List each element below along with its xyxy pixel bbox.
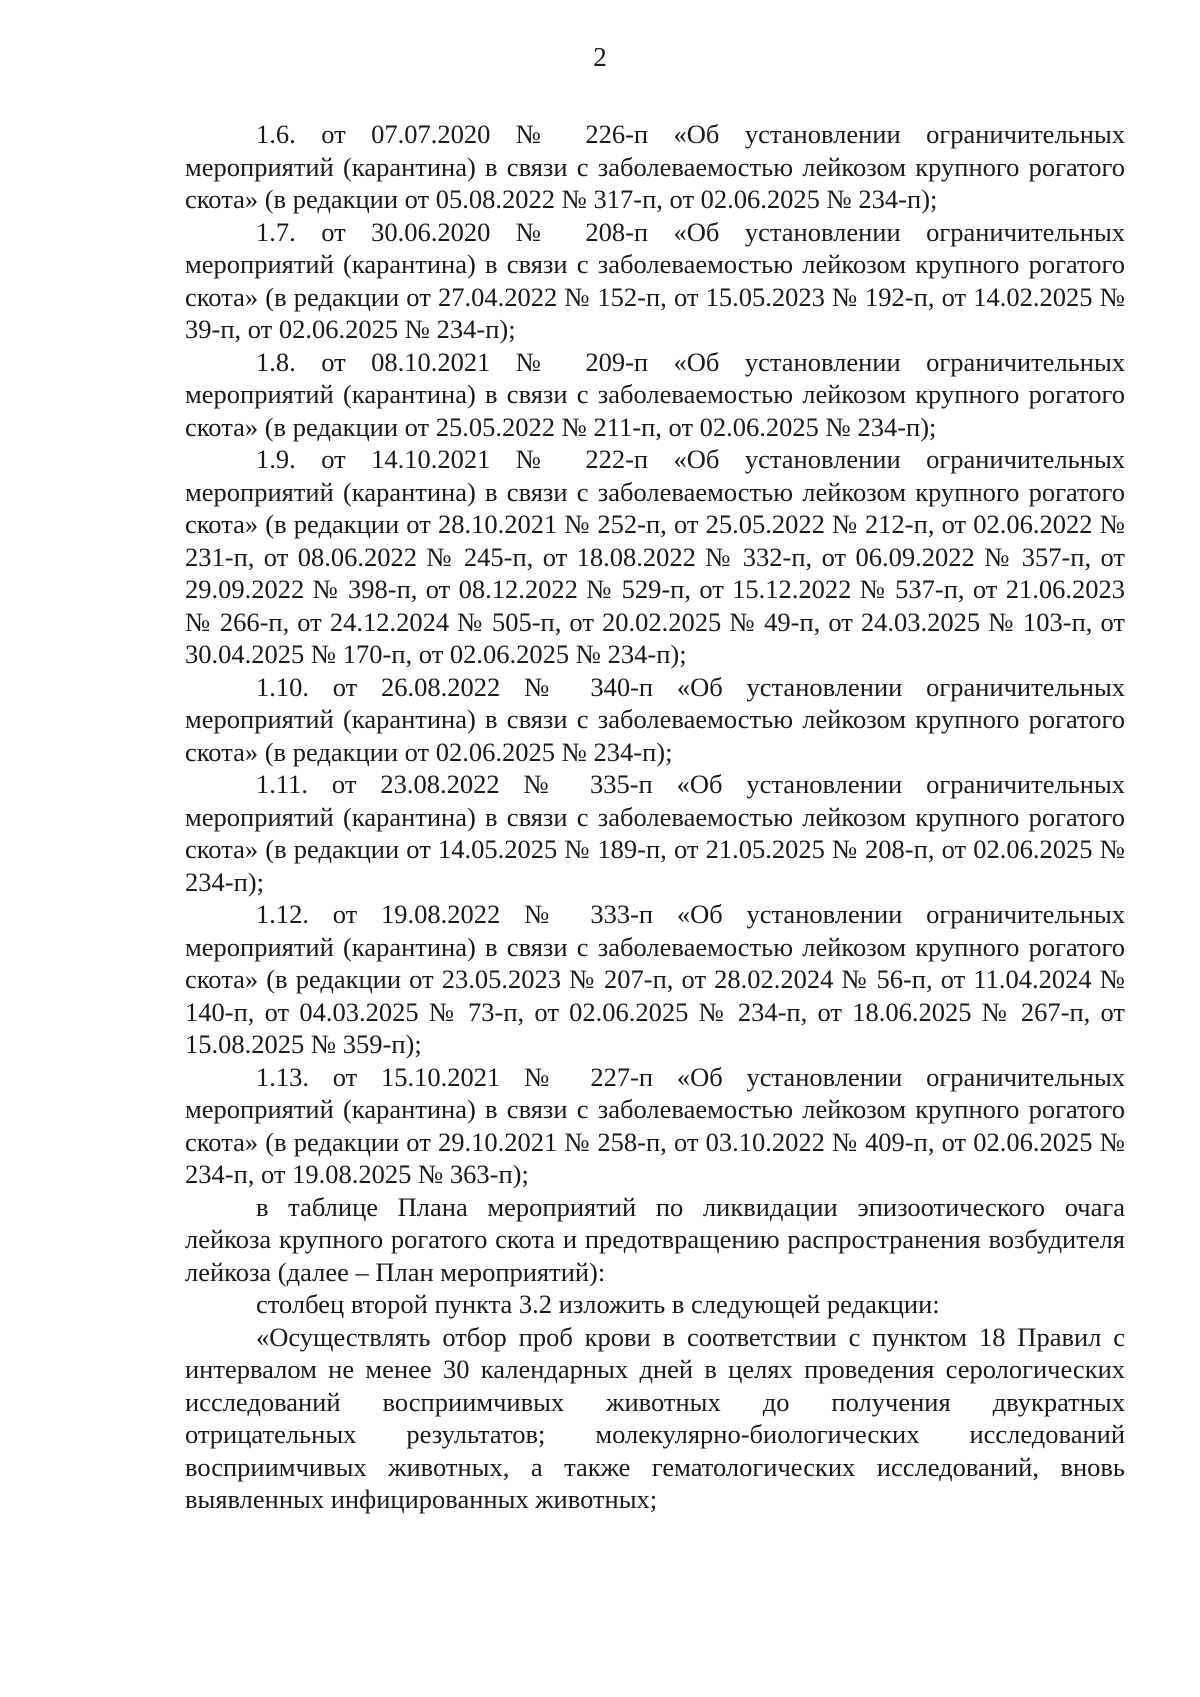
document-body — [185, 118, 1125, 1516]
paragraph-column-instruction: столбец второй пункта 3.2 изложить в следующей редакции: — [256, 1289, 940, 1319]
paragraph-plan-table: в таблице Плана мероприятий по ликвидации эпизоотического очага лейкоза крупного рогатого скота и предотвращению распространения возбудителя лейкоза (далее – План мероприятий): — [185, 1191, 1125, 1287]
paragraph-1-12: 1.12. от 19.08.2022 № 333-п «Об установлении ограничительных мероприятий (карантина) в связи с заболеваемостью лейкозом крупного рогатого скота» (в редакции от 23.05.2023 № 207-п, от 28.02.2024 № 56-п, от 11.04.2024 № 140-п, от 04.03.2025 № 73-п, от 02.06.2025 № 234-п, от 18.06.2025 № 267-п, от 15.08.2025 № 359-п); — [185, 899, 1125, 1059]
paragraph-1-13: 1.13. от 15.10.2021 № 227-п «Об установлении ограничительных мероприятий (карантина) в связи с заболеваемостью лейкозом крупного рогатого скота» (в редакции от 29.10.2021 № 258-п, от 03.10.2022 № 409-п, от 02.06.2025 № 234-п, от 19.08.2025 № 363-п); — [185, 1061, 1125, 1189]
paragraph-1-6: 1.6. от 07.07.2020 № 226-п «Об установлении ограничительных мероприятий (карантина) в связи с заболеваемостью лейкозом крупного рогатого скота» (в редакции от 05.08.2022 № 317-п, от 02.06.2025 № 234-п); — [185, 119, 1125, 214]
paragraph-1-8: 1.8. от 08.10.2021 № 209-п «Об установлении ограничительных мероприятий (карантина) в связи с заболеваемостью лейкозом крупного рогатого скота» (в редакции от 25.05.2022 № 211-п, от 02.06.2025 № 234-п); — [185, 346, 1125, 442]
paragraph-1-9: 1.9. от 14.10.2021 № 222-п «Об установлении ограничительных мероприятий (карантина) в связи с заболеваемостью лейкозом крупного рогатого скота» (в редакции от 28.10.2021 № 252-п, от 25.05.2022 № 212-п, от 02.06.2022 № 231-п, от 08.06.2022 № 245-п, от 18.08.2022 № 332-п, от 06.09.2022 № 357-п, от 29.09.2022 № 398-п, от 08.12.2022 № 529-п, от 15.12.2022 № 537-п, от 21.06.2023 № 266-п, от 24.12.2024 № 505-п, от 20.02.2025 № 49-п, от 24.03.2025 № 103-п, от 30.04.2025 № 170-п, от 02.06.2025 № 234-п); — [185, 444, 1125, 669]
paragraph-1-11: 1.11. от 23.08.2022 № 335-п «Об установлении ограничительных мероприятий (карантина) в связи с заболеваемостью лейкозом крупного рогатого скота» (в редакции от 14.05.2025 № 189-п, от 21.05.2025 № 208-п, от 02.06.2025 № 234-п); — [185, 769, 1125, 897]
paragraph-quoted-text: «Осуществлять отбор проб крови в соответствии с пунктом 18 Правил с интервалом не менее 30 календарных дней в целях проведения серологических исследований восприимчивых животных до получения двукратных отрицательных результатов; молекулярно-биологических исследований восприимчивых животных, а также гематологических исследований, вновь выявленных инфицированных животных; — [185, 1321, 1125, 1514]
paragraph-1-7: 1.7. от 30.06.2020 № 208-п «Об установлении ограничительных мероприятий (карантина) в связи с заболеваемостью лейкозом крупного рогатого скота» (в редакции от 27.04.2022 № 152-п, от 15.05.2023 № 192-п, от 14.02.2025 № 39-п, от 02.06.2025 № 234-п); — [185, 216, 1125, 344]
page-number: 2 — [593, 42, 607, 72]
paragraph-1-10: 1.10. от 26.08.2022 № 340-п «Об установлении ограничительных мероприятий (карантина) в связи с заболеваемостью лейкозом крупного рогатого скота» (в редакции от 02.06.2025 № 234-п); — [185, 671, 1125, 767]
